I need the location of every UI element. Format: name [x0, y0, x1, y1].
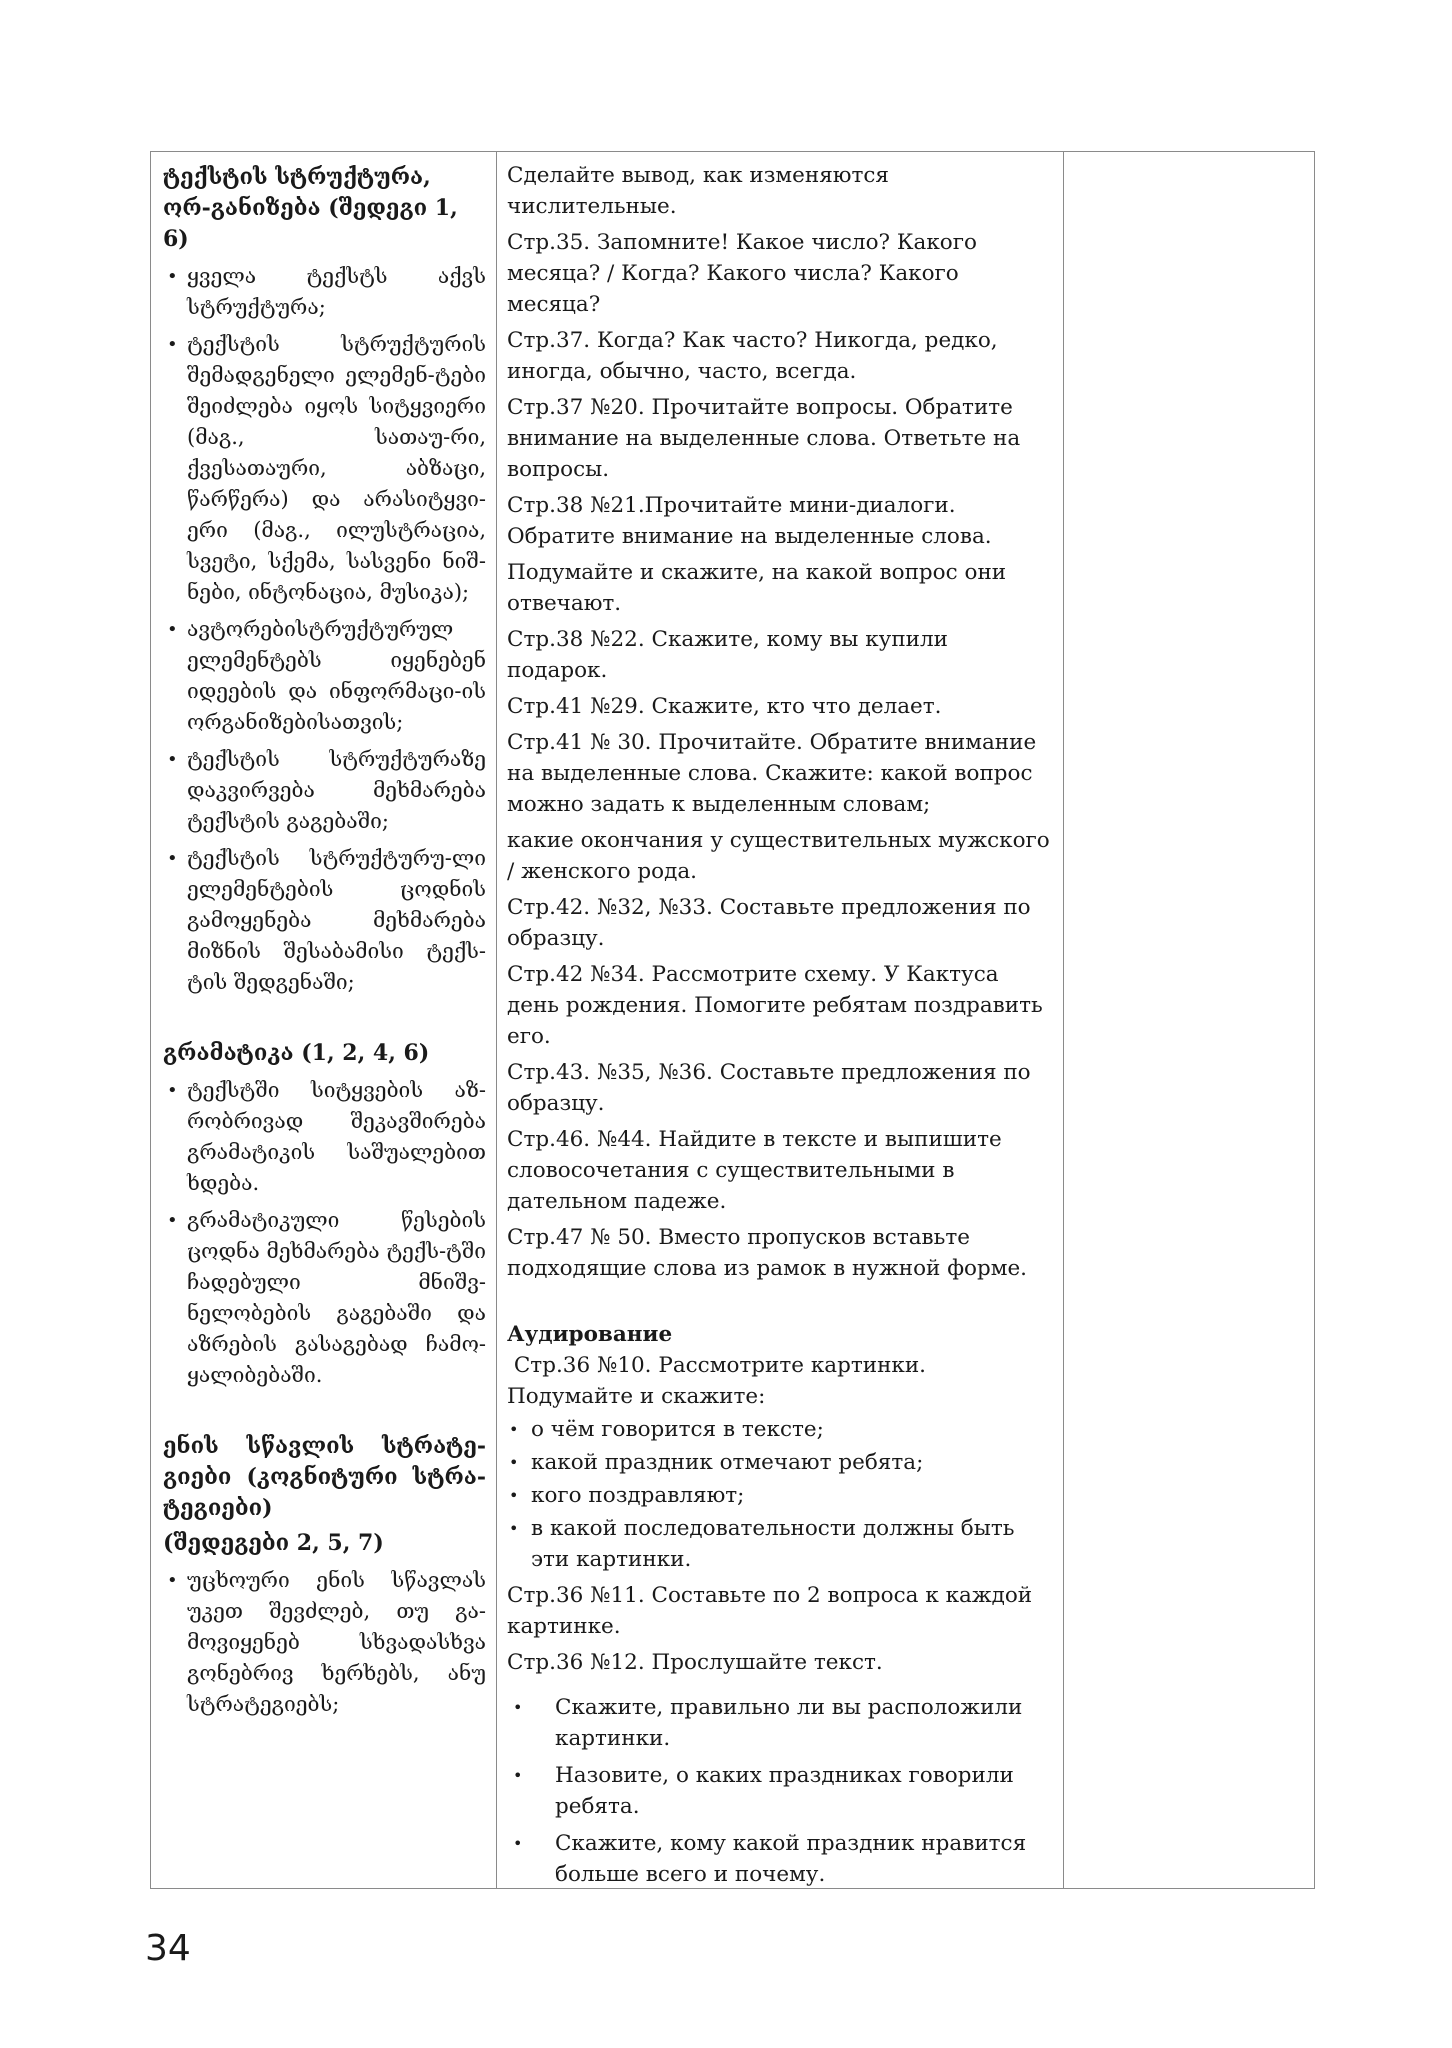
bullet-icon: •	[509, 1519, 519, 1538]
bullet-icon: •	[167, 334, 178, 355]
task-text: Стр.38 №22. Скажите, кому вы купили подарок.	[507, 627, 948, 683]
task-text: Стр.47 № 50. Вместо пропусков вставьте подходящие слова из рамок в нужной форме.	[507, 1225, 1028, 1281]
list-item: • ყველა ტექსტს აქვს სტრუქტურა;	[163, 261, 486, 323]
bullet-list	[507, 1692, 1055, 1890]
list-item: • о чём говорится в тексте;	[507, 1414, 1055, 1445]
task-text: какие окончания у существительных мужского / женского рода.	[507, 828, 1050, 884]
list-item: • в какой последовательности должны быть эти картинки.	[507, 1513, 1055, 1575]
listening-heading: Аудирование	[507, 1322, 673, 1347]
section-heading: ენის სწავლის სტრატე-გიები (კოგნიტური სტრა-ტეგიები)	[163, 1433, 486, 1521]
list-item: • Скажите, кому какой праздник нравится больше всего и почему.	[507, 1828, 1055, 1890]
task-text: Стр.36 №10. Рассмотрите картинки. Подумайте и скажите:	[507, 1353, 933, 1409]
task-text: Стр.41 №29. Скажите, кто что делает.	[507, 694, 942, 719]
bullet-icon: •	[167, 1080, 178, 1101]
task-text: Стр.46. №44. Найдите в тексте и выпишите словосочетания с существительными в дательном падеже.	[507, 1127, 1002, 1214]
task-text: Стр.38 №21.Прочитайте мини-диалоги. Обратите внимание на выделенные слова.	[507, 493, 992, 549]
task-text: Стр.43. №35, №36. Составьте предложения по образцу.	[507, 1060, 1031, 1116]
page-number: 34	[145, 1928, 191, 1969]
bullet-icon: •	[513, 1834, 523, 1853]
bullet-icon: •	[167, 749, 178, 770]
list-item: • кого поздравляют;	[507, 1480, 1055, 1511]
section-heading: ტექსტის სტრუქტურა, ორ-განიზება (შედეგი 1, 6)	[163, 164, 458, 252]
task-text: Стр.37 №20. Прочитайте вопросы. Обратите внимание на выделенные слова. Ответьте на вопросы.	[507, 395, 1021, 482]
list-item: • Скажите, правильно ли вы расположили картинки.	[507, 1692, 1055, 1754]
task-text: Стр.42 №34. Рассмотрите схему. У Кактуса день рождения. Помогите ребятам поздравить его.	[507, 962, 1043, 1049]
bullet-list	[163, 1075, 486, 1391]
bullet-list	[507, 1414, 1055, 1575]
list-item: • ტექსტში სიტყვების აზ-რობრივად შეკავშირება გრამატიკის საშუალებით ხდება.	[163, 1075, 486, 1199]
task-text: Стр.35. Запомните! Какое число? Какого месяца? / Когда? Какого числа? Какого месяца?	[507, 230, 977, 317]
list-item: • ტექსტის სტრუქტურაზე დაკვირვება მეხმარება ტექსტის გაგებაში;	[163, 744, 486, 837]
section-subheading: (შედეგები 2, 5, 7)	[163, 1530, 384, 1556]
list-item: • ავტორებისტრუქტურულ ელემენტებს იყენებენ იდეების და ინფორმაცი-ის ორგანიზებისათვის;	[163, 614, 486, 738]
content-table	[150, 151, 1315, 1889]
bullet-list	[163, 261, 486, 998]
list-item: • გრამატიკული წესების ცოდნა მეხმარება ტექს-ტში ჩადებული მნიშვ-ნელობების გაგებაში და აზრების გასაგებად ჩამო-ყალიბებაში.	[163, 1205, 486, 1391]
task-text: Сделайте вывод, как изменяются числительные.	[507, 163, 889, 219]
list-item: • ტექსტის სტრუქტურის შემადგენელი ელემენ-ტები შეიძლება იყოს სიტყვიერი (მაგ., სათაუ-რი, ქვესათაური, აბზაცი, წარწერა) და არასიტყვი-ერი (მაგ., ილუსტრაცია, სვეტი, სქემა, სასვენი ნიშ-ნები, ინტონაცია, მუსიკა);	[163, 329, 486, 608]
bullet-list	[163, 1565, 486, 1720]
georgian-column	[151, 152, 497, 1888]
task-text: Стр.42. №32, №33. Составьте предложения по образцу.	[507, 895, 1031, 951]
bullet-icon: •	[509, 1453, 519, 1472]
bullet-icon: •	[167, 848, 178, 869]
task-text: Стр.37. Когда? Как часто? Никогда, редко, иногда, обычно, часто, всегда.	[507, 328, 998, 384]
bullet-icon: •	[513, 1698, 523, 1717]
task-text: Стр.41 № 30. Прочитайте. Обратите внимание на выделенные слова. Скажите: какой вопрос можно задать к выделенным словам;	[507, 730, 1037, 817]
bullet-icon: •	[509, 1486, 519, 1505]
list-item: • ტექსტის სტრუქტურუ-ლი ელემენტების ცოდნის გამოყენება მეხმარება მიზნის შესაბამისი ტექს-ტის შედგენაში;	[163, 843, 486, 998]
list-item: • Назовите, о каких праздниках говорили ребята.	[507, 1760, 1055, 1822]
bullet-icon: •	[167, 1570, 178, 1591]
bullet-icon: •	[167, 619, 178, 640]
empty-column	[1064, 152, 1314, 1888]
task-text: Подумайте и скажите, на какой вопрос они отвечают.	[507, 560, 1007, 616]
list-item: • უცხოური ენის სწავლას უკეთ შევძლებ, თუ გა-მოვიყენებ სხვადასხვა გონებრივ ხერხებს, ანუ სტრატეგიებს;	[163, 1565, 486, 1720]
russian-column	[497, 152, 1064, 1888]
section-heading: გრამატიკა (1, 2, 4, 6)	[163, 1040, 430, 1066]
bullet-icon: •	[513, 1766, 523, 1785]
task-text: Стр.36 №11. Составьте по 2 вопроса к каждой картинке.	[507, 1583, 1033, 1639]
list-item: • какой праздник отмечают ребята;	[507, 1447, 1055, 1478]
bullet-icon: •	[167, 1210, 178, 1231]
bullet-icon: •	[509, 1420, 519, 1439]
bullet-icon: •	[167, 266, 178, 287]
task-text: Стр.36 №12. Прослушайте текст.	[507, 1650, 883, 1675]
